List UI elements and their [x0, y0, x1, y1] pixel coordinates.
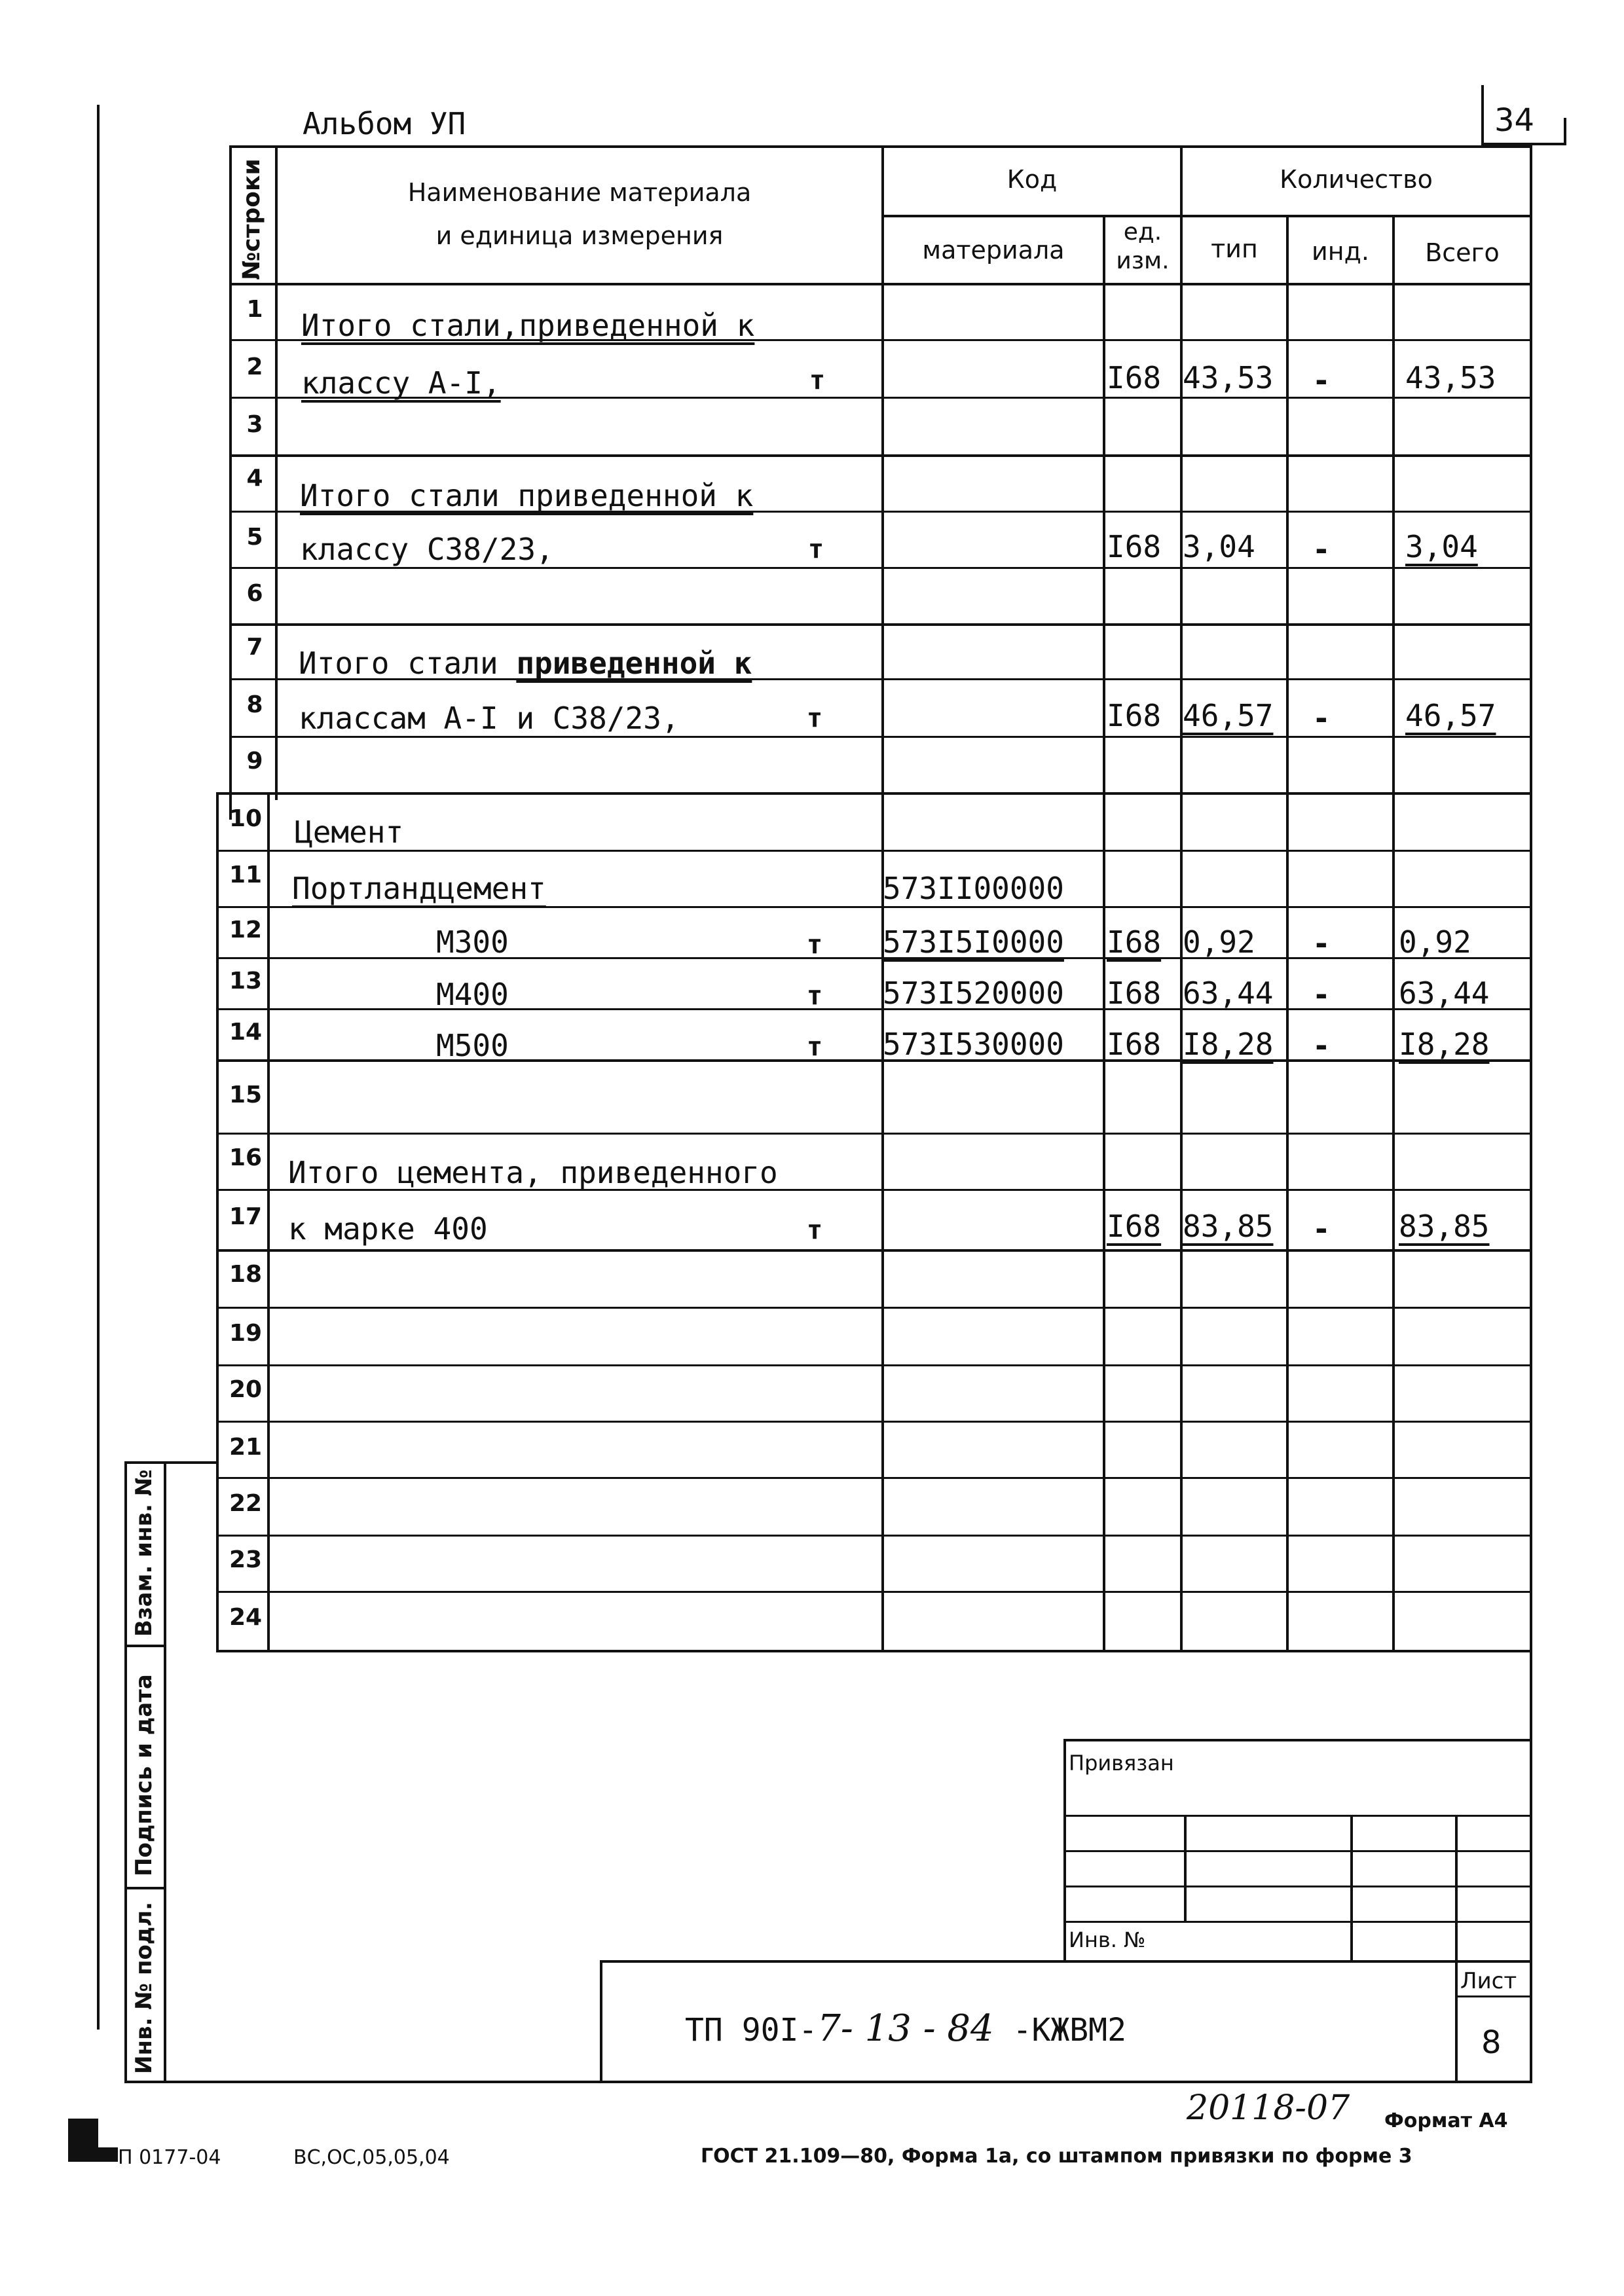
- row-number: 9: [246, 748, 263, 774]
- row17-ind: -: [1312, 1211, 1331, 1247]
- binding-stamp-label: Привязан: [1069, 1751, 1174, 1776]
- row-number: 2: [246, 354, 263, 380]
- row-sep: [216, 1421, 1532, 1423]
- row-number: 8: [246, 691, 263, 718]
- row-number: 4: [246, 465, 263, 492]
- row-sep: [216, 957, 1532, 959]
- row11-code: 573II00000: [883, 871, 1064, 906]
- row5-unit: I68: [1107, 529, 1162, 564]
- row5-total: 3,04: [1405, 529, 1478, 564]
- row-sep: [216, 1364, 1532, 1366]
- col-line-right: [1530, 145, 1532, 2083]
- header-typ: тип: [1211, 234, 1258, 263]
- binding-stamp-inv-label: Инв. №: [1069, 1927, 1146, 1952]
- page-number-border: [1481, 85, 1484, 144]
- row1-name: Итого стали,приведенной к: [301, 308, 755, 343]
- header-material: материала: [922, 236, 1065, 264]
- row10-name: Цемент: [295, 814, 404, 850]
- row14-unit: I68: [1107, 1027, 1162, 1062]
- row5-ind: -: [1312, 532, 1331, 567]
- row-sep: [216, 1059, 1532, 1062]
- title-block-list-line: [1455, 1995, 1532, 1997]
- row-sep: [216, 792, 1532, 795]
- designation-prefix: ТП 90I-: [685, 2012, 818, 2049]
- row13-ind: -: [1312, 977, 1331, 1012]
- row7-name: [299, 646, 752, 681]
- handwritten-number: 20118-07: [1187, 2088, 1350, 2128]
- album-title: Альбом УП: [303, 106, 466, 141]
- row5-unit-letter: т: [808, 534, 824, 564]
- row-sep: [216, 850, 1532, 852]
- side-stamp-inv-podl: Инв. № подл.: [131, 1901, 157, 2074]
- row-number: 20: [229, 1376, 263, 1403]
- row8-ind: -: [1312, 701, 1331, 736]
- row2-total: 43,53: [1405, 360, 1496, 395]
- row-number: 7: [246, 634, 263, 661]
- row12-typ: 0,92: [1183, 924, 1255, 960]
- row2-typ: 43,53: [1183, 360, 1274, 395]
- header-quantity: Количество: [1280, 165, 1433, 194]
- row16-name: Итого цемента, приведенного: [288, 1155, 778, 1190]
- row14-name: М500: [436, 1028, 509, 1063]
- row12-total: 0,92: [1399, 924, 1471, 960]
- row14-typ: I8,28: [1183, 1027, 1274, 1062]
- designation-suffix: -КЖВМ2: [993, 2012, 1126, 2049]
- row13-code: 573I520000: [883, 975, 1064, 1011]
- col-line-unit: [1103, 215, 1105, 1650]
- row-number: 11: [229, 862, 263, 888]
- row5-name: классу С38/23,: [300, 532, 554, 567]
- row-sep: [229, 623, 1532, 626]
- binding-stamp-row4: [1063, 1921, 1532, 1923]
- side-stamp-vzam: Взам. инв. №: [131, 1469, 157, 1637]
- row-number: 3: [246, 411, 263, 438]
- table-header-bottom-line: [229, 283, 1532, 285]
- row12-unit: I68: [1107, 924, 1162, 960]
- footer-left-code2: ВС,ОС,05,05,04: [293, 2146, 450, 2169]
- sheet-corner-number: 34: [1494, 102, 1535, 139]
- row2-unit-letter: т: [809, 365, 826, 395]
- sheet-label: Лист: [1460, 1968, 1517, 1994]
- row8-name: классам А-I и С38/23,: [299, 701, 680, 736]
- row2-unit: I68: [1107, 360, 1162, 395]
- row2-ind: -: [1312, 363, 1331, 398]
- row4-name: Итого стали приведенной к: [300, 478, 754, 513]
- binding-stamp-top: [1063, 1739, 1532, 1741]
- row13-unit: I68: [1107, 975, 1162, 1011]
- row-number: 10: [229, 805, 263, 832]
- scan-mark-base: [68, 2147, 118, 2162]
- col-line-ind: [1286, 215, 1289, 1650]
- row5-typ: 3,04: [1183, 529, 1255, 564]
- row-number: 15: [229, 1082, 263, 1108]
- binding-stamp-col1: [1184, 1815, 1187, 1921]
- side-stamp-mid: [164, 1461, 166, 2083]
- footer-format: Формат А4: [1384, 2109, 1508, 2132]
- footer-left-code: П 0177-04: [118, 2146, 221, 2169]
- row13-typ: 63,44: [1183, 975, 1274, 1011]
- header-unit-line1: ед.: [1123, 219, 1162, 246]
- row17-unit: I68: [1107, 1209, 1162, 1244]
- row-number: 12: [229, 917, 263, 943]
- row-sep: [216, 1307, 1532, 1309]
- row13-total: 63,44: [1399, 975, 1490, 1011]
- binding-stamp-row1: [1063, 1815, 1532, 1817]
- row-number: 22: [229, 1490, 263, 1517]
- binding-stamp-row3: [1063, 1886, 1532, 1887]
- header-total: Всего: [1425, 238, 1500, 267]
- title-block-top: [600, 1960, 1532, 1963]
- row-number: 6: [246, 580, 263, 607]
- row-number: 1: [246, 296, 263, 323]
- row-number: 23: [229, 1546, 263, 1573]
- row7-name-part1: Итого стали: [299, 646, 517, 681]
- row-sep: [216, 1133, 1532, 1135]
- row-number: 5: [246, 524, 263, 551]
- row13-unit-letter: т: [807, 981, 823, 1011]
- row12-unit-letter: т: [807, 930, 823, 960]
- table-bottom-line: [216, 1650, 1532, 1652]
- row8-unit: I68: [1107, 698, 1162, 733]
- row-sep: [216, 1591, 1532, 1593]
- row14-code: 573I530000: [883, 1027, 1064, 1062]
- binding-stamp-col2: [1350, 1815, 1353, 1960]
- row-sep: [229, 736, 1532, 738]
- title-block-left: [600, 1960, 602, 2083]
- row-number: 17: [229, 1203, 263, 1230]
- row12-code: 573I5I0000: [883, 924, 1064, 960]
- binding-stamp-row2: [1063, 1850, 1532, 1852]
- row-number: 21: [229, 1434, 263, 1461]
- row12-ind: -: [1312, 926, 1331, 961]
- row17-total: 83,85: [1399, 1209, 1490, 1244]
- page-number-border-right: [1564, 118, 1566, 144]
- row-number: 14: [229, 1019, 263, 1046]
- row-number: 18: [229, 1261, 263, 1288]
- left-margin-line: [97, 105, 100, 2030]
- row-sep: [229, 454, 1532, 457]
- row2-name: классу А-I,: [301, 365, 501, 401]
- title-block-list-sep: [1455, 1960, 1458, 2083]
- side-stamp-bottom: [124, 2081, 1532, 2083]
- row-sep: [229, 567, 1532, 569]
- side-stamp-podpis: Подпись и дата: [131, 1674, 157, 1876]
- side-stamp-left: [124, 1461, 127, 2083]
- row8-total: 46,57: [1405, 698, 1496, 733]
- row-sep: [216, 1535, 1532, 1537]
- row8-typ: 46,57: [1183, 698, 1274, 733]
- header-row-number: №строки: [238, 158, 265, 280]
- sheet-number: 8: [1481, 2024, 1502, 2061]
- footer-gost: ГОСТ 21.109—80, Форма 1а, со штампом привязки по форме 3: [701, 2145, 1412, 2168]
- header-unit-line2: изм.: [1116, 247, 1170, 274]
- row17-typ: 83,85: [1183, 1209, 1274, 1244]
- header-name-line2: и единица измерения: [435, 221, 724, 250]
- designation-handwritten: 7- 13 - 84: [817, 2007, 994, 2050]
- row-number: 24: [229, 1604, 263, 1631]
- document-designation: [685, 2007, 1126, 2050]
- header-ind: инд.: [1312, 237, 1369, 266]
- row-sep: [216, 906, 1532, 908]
- row7-name-part2: приведенной к: [516, 646, 752, 681]
- col-line-left-lower: [216, 792, 219, 1650]
- row17-unit-letter: т: [807, 1215, 823, 1245]
- table-top-line: [229, 145, 1532, 148]
- row17-name: к марке 400: [288, 1211, 488, 1247]
- header-name-line1: Наименование материала: [407, 178, 752, 207]
- col-line-total: [1392, 215, 1395, 1650]
- side-stamp-sep1: [124, 1645, 166, 1647]
- row14-total: I8,28: [1399, 1027, 1490, 1062]
- binding-stamp-col3: [1455, 1815, 1458, 1960]
- row-sep: [216, 1249, 1532, 1252]
- row14-unit-letter: т: [807, 1032, 823, 1062]
- row-sep: [216, 1008, 1532, 1010]
- row8-unit-letter: т: [807, 703, 823, 733]
- table-subheader-line: [881, 215, 1532, 217]
- row-number: 16: [229, 1144, 263, 1171]
- row12-name: М300: [436, 924, 509, 960]
- side-stamp-top: [124, 1461, 216, 1464]
- row-sep: [216, 1477, 1532, 1479]
- header-code: Код: [1006, 165, 1058, 194]
- side-stamp-sep2: [124, 1887, 166, 1889]
- row14-ind: -: [1312, 1028, 1331, 1063]
- row-number: 19: [229, 1320, 263, 1347]
- row-number: 13: [229, 968, 263, 994]
- row13-name: М400: [436, 977, 509, 1012]
- row11-name: Портландцемент: [292, 871, 546, 906]
